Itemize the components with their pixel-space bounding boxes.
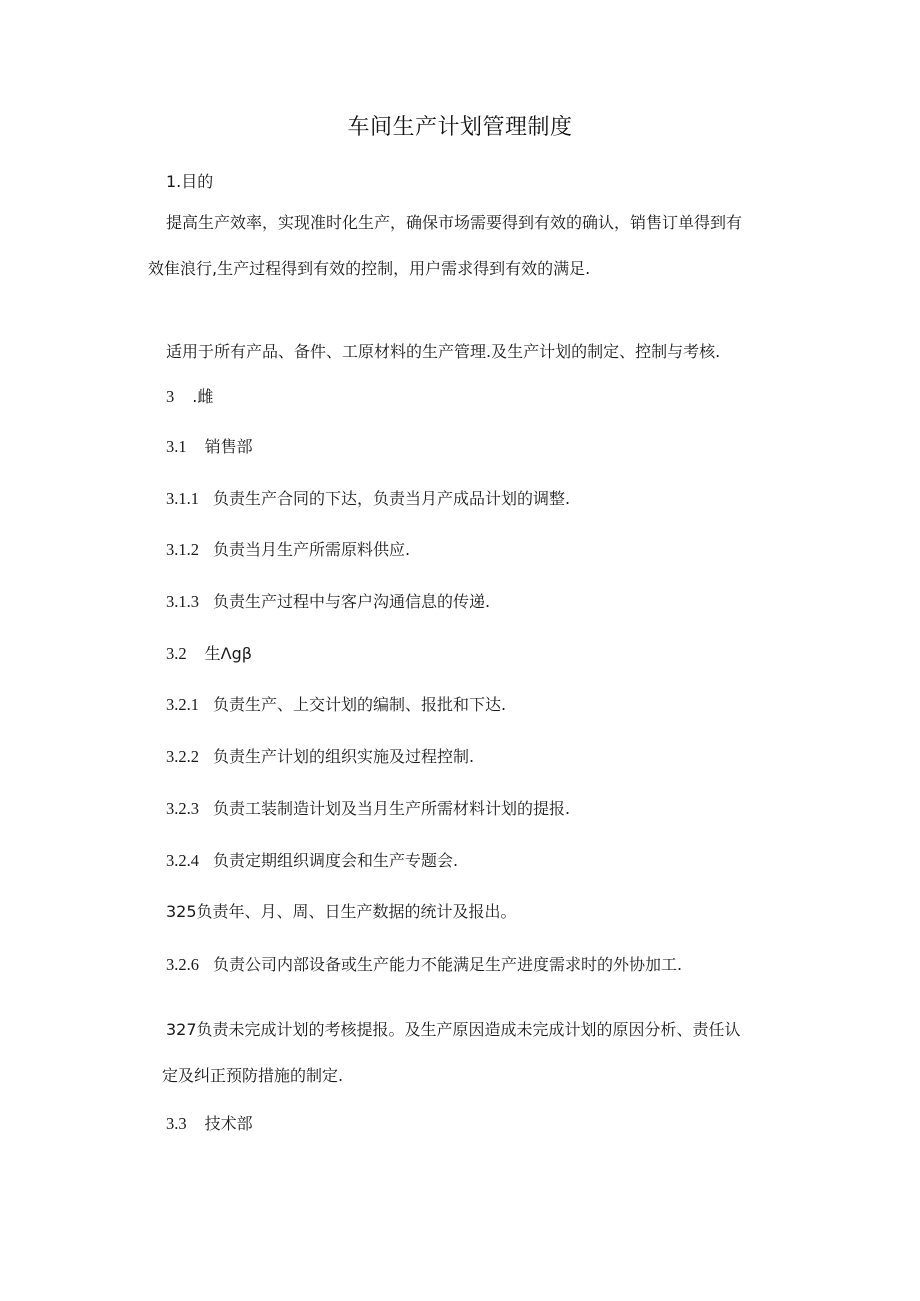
item-3-1-2-text: 负责当月生产所需原料供应. [213,540,411,559]
item-3-1-3-text: 负责生产过程中与客户沟通信息的传递. [213,592,491,611]
purpose-paragraph [148,211,786,281]
item-3-1-3 [166,590,490,614]
section-3-2-heading [166,642,252,666]
item-3-2-1-text: 负责生产、上交计划的编制、报批和下达. [213,695,507,714]
item-3-1-2 [166,538,410,562]
section-3-number: 3 [166,387,175,406]
section-1-heading [166,170,213,194]
section-3-label: .雌 [192,387,214,406]
item-3-2-3-number: 3.2.3 [166,799,199,818]
item-3-2-4-text: 负责定期组织调度会和生产专题会. [213,851,459,870]
item-3-2-6 [166,953,682,977]
scope-text: 适用于所有产品、备件、工原材料的生产管理.及生产计划的制定、控制与考核. [166,342,721,361]
item-3-2-7-line-1: 327负责未完成计划的考核提报。及生产原因造成未完成计划的原因分析、责任认 [166,1020,741,1039]
section-3-heading [166,385,213,409]
item-3-2-3 [166,797,570,821]
item-3-2-1-number: 3.2.1 [166,695,199,714]
section-3-3-number: 3.3 [166,1114,187,1133]
item-3-1-3-number: 3.1.3 [166,592,199,611]
item-3-2-1 [166,693,506,717]
item-3-1-2-number: 3.1.2 [166,540,199,559]
item-3-2-5-text: 325负责年、月、周、日生产数据的统计及报出。 [166,902,517,921]
item-3-2-7-line-2: 定及纠正预防措施的制定. [162,1066,344,1085]
section-3-2-number: 3.2 [166,644,187,663]
document-title: 车间生产计划管理制度 [347,115,573,140]
item-3-2-2 [166,745,474,769]
item-3-2-3-text: 负责工装制造计划及当月生产所需材料计划的提报. [213,799,571,818]
purpose-line-2: 效隹浪行,生产过程得到有效的控制，用户需求得到有效的满足. [148,259,591,278]
section-1-heading-text: 1.目的 [166,172,214,191]
scope-paragraph [166,340,720,364]
item-3-2-4 [166,849,458,873]
item-3-2-6-text: 负责公司内部设备或生产能力不能满足生产进度需求时的外协加工. [213,955,683,974]
item-3-1-1-number: 3.1.1 [166,489,199,508]
purpose-line-1: 提高生产效率，实现准时化生产，确保市场需要得到有效的确认，销售订单得到有 [166,213,743,232]
section-3-2-label: 生Λgβ [204,644,252,663]
item-3-2-2-text: 负责生产计划的组织实施及过程控制. [213,747,475,766]
item-3-2-2-number: 3.2.2 [166,747,199,766]
section-3-3-label: 技术部 [204,1114,253,1133]
item-3-2-6-number: 3.2.6 [166,955,199,974]
section-3-1-number: 3.1 [166,437,187,456]
item-3-2-4-number: 3.2.4 [166,851,199,870]
section-3-1-heading [166,435,253,459]
item-3-2-7 [162,1018,786,1088]
item-3-1-1 [166,487,570,511]
section-3-3-heading [166,1112,253,1136]
section-3-1-label: 销售部 [204,437,253,456]
item-3-2-5 [166,900,517,924]
item-3-1-1-text: 负责生产合同的下达，负责当月产成品计划的调整. [213,489,571,508]
